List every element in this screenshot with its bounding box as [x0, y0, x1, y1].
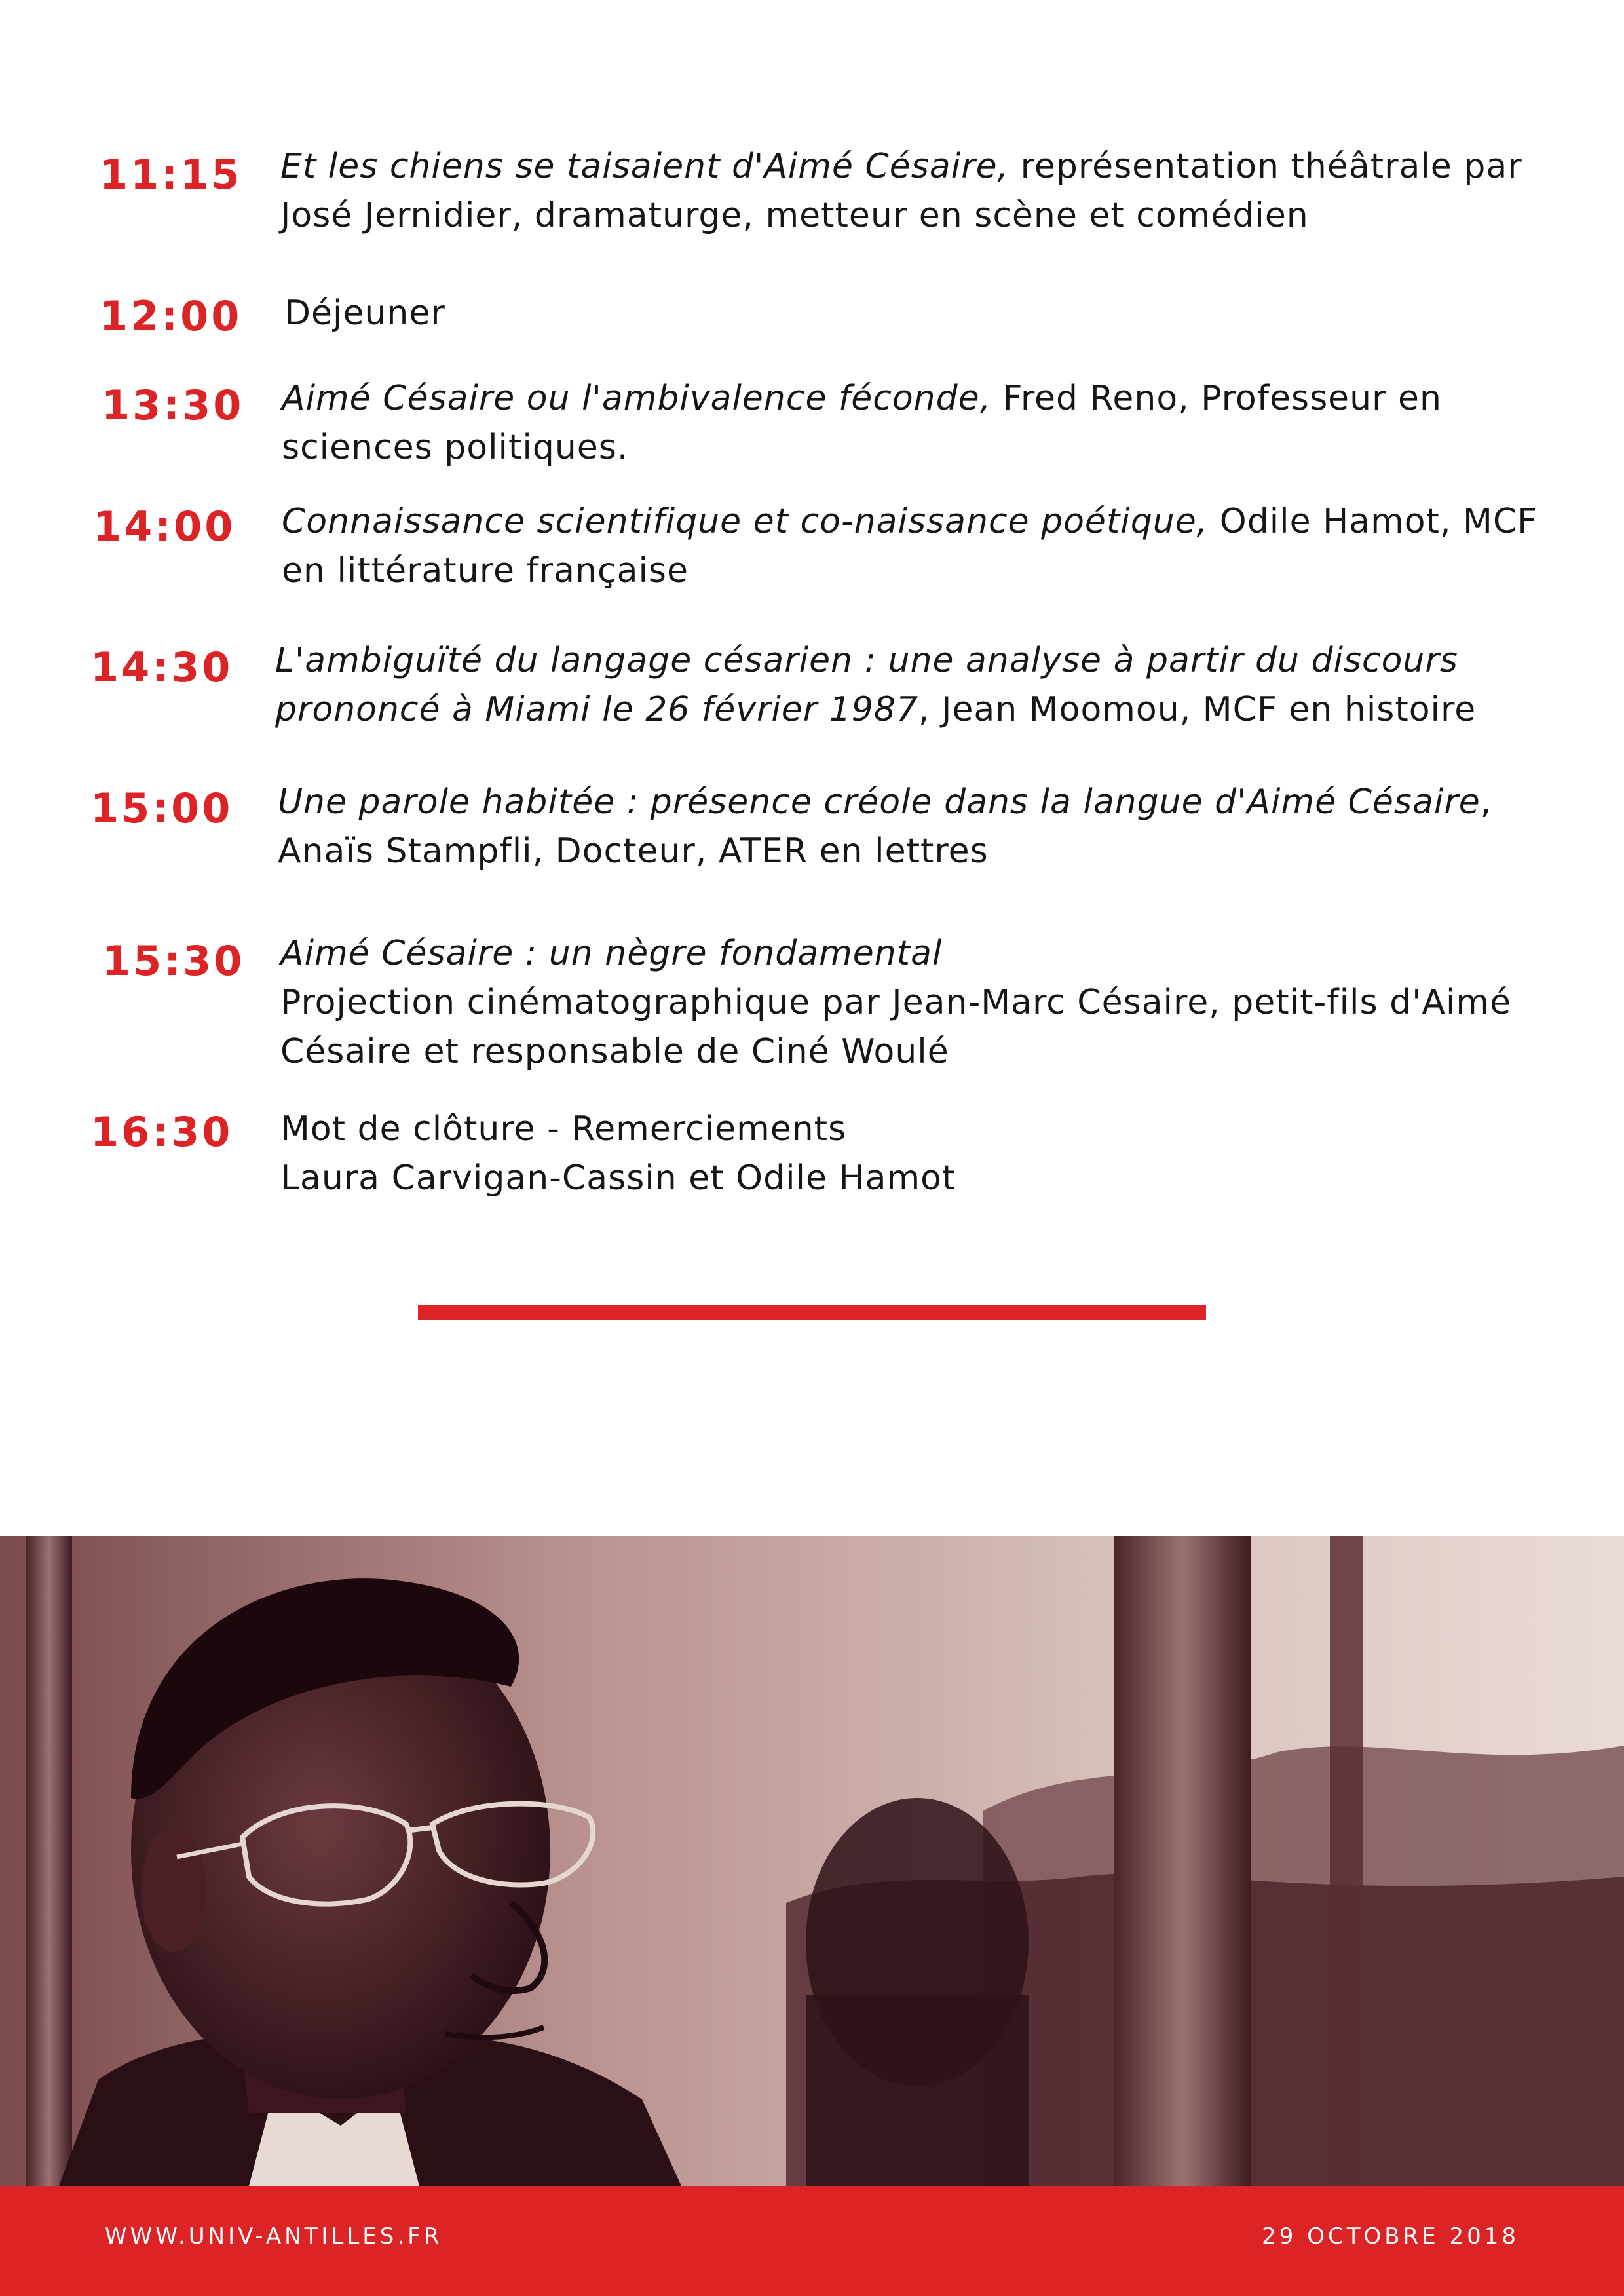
speaker-text: Déjeuner [284, 294, 445, 333]
speaker-text: Anaïs Stampfli, Docteur, ATER en lettres [278, 832, 989, 871]
time-12-00: 12:00 [100, 292, 242, 340]
title-text: Une parole habitée : présence créole dans la langue d'Aimé Césaire [278, 782, 1481, 822]
speaker-text: représentation théâtrale par [1009, 147, 1522, 186]
description-line [284, 289, 445, 338]
title-text: Aimé Césaire : un nègre fondamental [280, 934, 943, 973]
section-divider [418, 1305, 1206, 1320]
session-description [275, 636, 1476, 735]
description-line [282, 497, 1538, 546]
session-description [282, 497, 1538, 596]
session-description [278, 778, 1492, 876]
description-line [280, 1154, 956, 1203]
speaker-text: , [1480, 782, 1492, 822]
title-text: prononcé à Miami le 26 février 1987 [275, 690, 919, 729]
time-11-15: 11:15 [100, 151, 242, 199]
description-line [275, 636, 1476, 685]
speaker-text: Mot de clôture - Remerciements [280, 1109, 847, 1149]
description-line [282, 374, 1442, 423]
title-text: Aimé Césaire ou l'ambivalence féconde, [282, 379, 992, 418]
website-link[interactable]: WWW.UNIV-ANTILLES.FR [105, 2223, 443, 2249]
title-text: Et les chiens se taisaient d'Aimé Césaire, [280, 147, 1010, 186]
description-line [280, 978, 1511, 1027]
session-description [284, 289, 445, 338]
time-15-30: 15:30 [102, 937, 245, 985]
session-description [280, 142, 1522, 240]
speaker-text: Fred Reno, Professeur en [991, 379, 1442, 418]
description-line [282, 546, 1538, 596]
speaker-text: Césaire et responsable de Ciné Woulé [280, 1032, 949, 1071]
time-14-00: 14:00 [93, 503, 236, 550]
session-description [282, 374, 1442, 472]
description-line [280, 929, 1511, 978]
footer-bar [0, 2186, 1624, 2296]
time-13-30: 13:30 [102, 381, 244, 429]
speaker-text: , Jean Moomou, MCF en histoire [918, 690, 1477, 729]
title-text: Connaissance scientifique et co-naissance poétique, [282, 502, 1209, 541]
time-15-00: 15:00 [90, 784, 233, 832]
description-line [278, 778, 1492, 827]
portrait-photo [0, 1536, 1624, 2186]
time-16-30: 16:30 [90, 1108, 233, 1156]
description-line [280, 142, 1522, 191]
description-line [280, 1105, 956, 1154]
session-description [280, 929, 1511, 1077]
description-line [278, 827, 1492, 876]
description-line [282, 423, 1442, 472]
speaker-text: sciences politiques. [282, 428, 629, 467]
time-14-30: 14:30 [90, 643, 233, 691]
title-text: L'ambiguïté du langage césarien : une analyse à partir du discours [275, 641, 1458, 680]
speaker-text: Laura Carvigan-Cassin et Odile Hamot [280, 1158, 956, 1198]
speaker-text: Odile Hamot, MCF [1208, 502, 1538, 541]
speaker-text: en littérature française [282, 551, 689, 590]
description-line [280, 1027, 1511, 1077]
session-description [280, 1105, 956, 1203]
description-line [275, 685, 1476, 735]
speaker-text: José Jernidier, dramaturge, metteur en scène et comédien [280, 196, 1309, 235]
description-line [280, 191, 1522, 240]
speaker-text: Projection cinématographique par Jean-Marc Césaire, petit-fils d'Aimé [280, 983, 1512, 1022]
event-date: 29 OCTOBRE 2018 [1262, 2223, 1519, 2249]
